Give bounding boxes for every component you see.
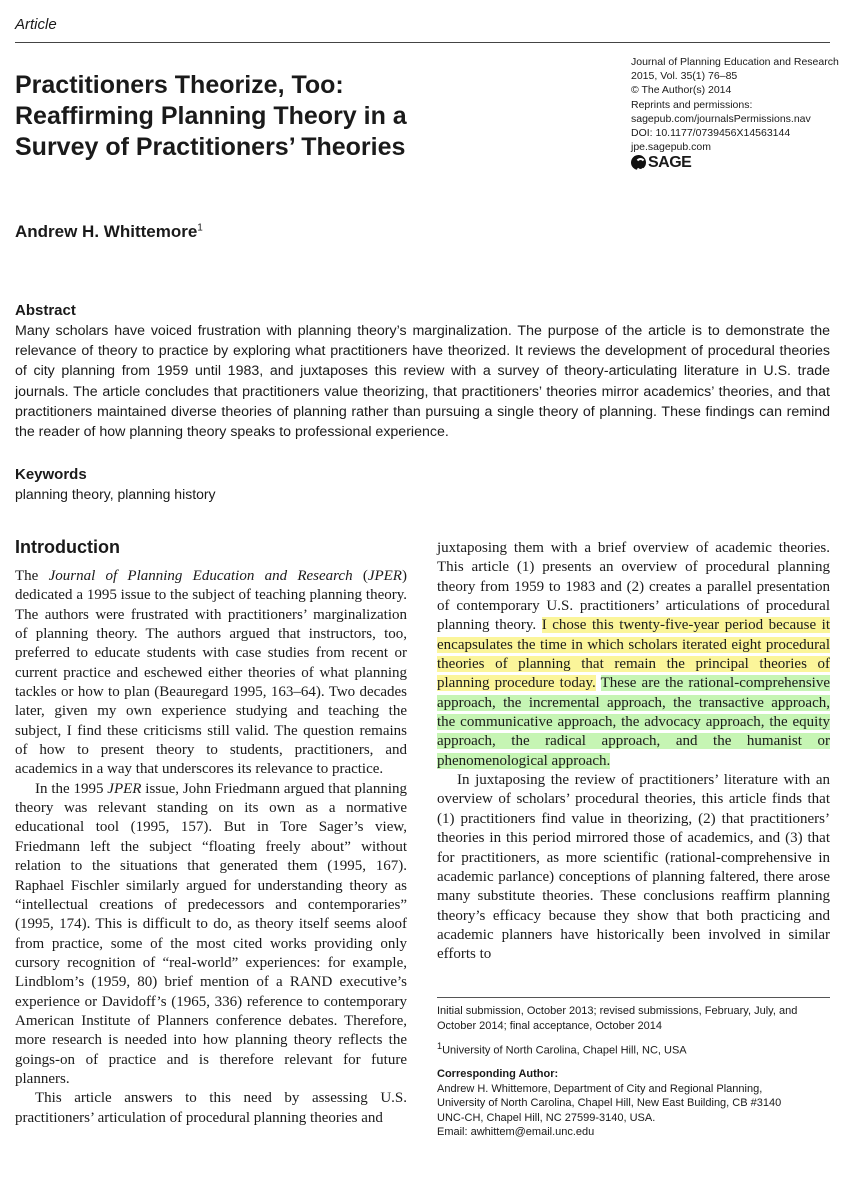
yellow-highlight: I chose this twenty-five-year period because it encapsulates the time in which scholars iterated eight procedural theories of planning that remain the principal theories of planning procedure today. [437,617,830,692]
affiliation-text: University of North Carolina, Chapel Hill, NC, USA [442,1044,687,1057]
corresponding-line-3: UNC-CH, Chapel Hill, NC 27599-3140, USA. [437,1111,656,1124]
journal-info [631,55,839,171]
sage-logo [631,155,836,170]
journal-reprints: Reprints and permissions: [631,98,753,111]
text-run: The [15,568,49,584]
title-line-2: Reaffirming Planning Theory in a [15,102,407,130]
article-type-label: Article [15,16,57,33]
sage-logo-text: SAGE [648,153,692,171]
footnote-rule [437,997,830,998]
journal-site-link[interactable]: jpe.sagepub.com [631,141,711,154]
journal-volume: 2015, Vol. 35(1) 76–85 [631,70,738,83]
journal-reprints-link[interactable]: sagepub.com/journalsPermissions.nav [631,112,811,125]
keywords-heading: Keywords [15,466,87,483]
intro-paragraph-1 [15,567,407,780]
author-line [15,222,203,242]
footnotes [437,1004,832,1140]
intro-paragraph-3: This article answers to this need by assessing U.S. practitioners’ articulation of procedural planning theories and [15,1090,407,1126]
text-run: ) dedicated a 1995 issue to the subject of teaching planning theory. The authors were frustrated with practitioners’ marginalization of planning theory. The authors argued that instructors, too, preferred to educate students with case studies from recent or current practice and eschewed either theories of what planning tackles or how to plan (Beauregard 1995, 163–64). Two decades later, given my own experience studying and teaching the subject, I find these criticisms still valid. The question remains of how to present theory to students, practitioners, and academics in a way that underscores its relevance to practice. [15,568,407,778]
sage-swirl-icon [631,155,646,170]
affiliation-note [437,1039,832,1058]
paper-title [15,70,555,163]
corresponding-email[interactable]: Email: awhittem@email.unc.edu [437,1126,595,1139]
corresponding-author-heading: Corresponding Author: [437,1068,559,1081]
abstract-text: Many scholars have voiced frustration with planning theory’s marginalization. The purpose of the article is to demonstrate the relevance of theory to practice by exploring what practitioners have theorized. It reviews the development of procedural theories of city planning from 1959 until 1983, and juxtaposes this review with a survey of theory-articulating literature in U.S. trade journals. The article concludes that practitioners value theorizing, that practitioners’ theories mirror academics’ theories, and that practitioners maintained diverse theories of planning rather than pursuing a single theory of planning. These findings can remind the reader of how planning theory speaks to professional experience. [15,323,830,441]
journal-abbr-italic: JPER [107,780,142,797]
abstract-heading: Abstract [15,302,76,319]
corresponding-line-1: Andrew H. Whittemore, Department of City and Regional Planning, [437,1082,763,1095]
keywords-text: planning theory, planning history [15,486,216,502]
author-name: Andrew H. Whittemore [15,222,198,241]
body-column-left [15,567,407,1128]
introduction-heading: Introduction [15,537,120,557]
journal-doi[interactable]: DOI: 10.1177/0739456X14563144 [631,127,791,140]
header-rule [15,42,830,43]
text-run: juxtaposing them with a brief overview of academic theories. This article (1) presents an overview of procedural planning theory from 1959 to 1983 and (2) creates a parallel presentation of contemporary U.S. practitioners’ articulations of procedural planning theory. [437,540,830,634]
text-run [596,675,601,691]
title-line-1: Practitioners Theorize, Too: [15,71,344,99]
journal-abbr-italic: JPER [367,568,402,584]
journal-title-italic: Journal of Planning Education and Research [48,568,353,584]
corresponding-line-2: University of North Carolina, Chapel Hill, New East Building, CB #3140 [437,1097,782,1110]
intro-paragraph-2 [15,780,407,1090]
journal-name: Journal of Planning Education and Research [631,56,839,68]
body-column-right [437,539,830,965]
text-run: In the 1995 [35,780,108,797]
green-highlight: These are the rational-comprehensive approach, the incremental approach, the transactive approach, the communicative approach, the advocacy approach, the equity approach, the radical approach, and the humanist or phenomenological approach. [437,675,831,769]
intro-paragraph-3-continued [437,539,830,771]
intro-paragraph-4: In juxtaposing the review of practitioners’ literature with an overview of scholars’ procedural theories, this article finds that (1) practitioners find value in theorizing, (2) that practitioners’ theories in this period mirrored those of academics, and (3) that for practitioners, as more scientific (rational-comprehensive in academic parlance) conceptions of planning faltered, there arose many substitute theories. These conclusions reaffirm planning theory’s efficacy because they show that both practicing and academic planners have historically been involved in similar efforts to [437,772,830,963]
title-line-3: Survey of Practitioners’ Theories [15,133,406,161]
text-run: ( [352,568,368,584]
text-run: issue, John Friedmann argued that planning theory was relevant standing on its own as a normative educational tool (1995, 157). But in Tore Sager’s view, Friedmann left the subject “floating freely about” without relation to the situations that generated them (1995, 167). Raphael Fischler similarly argued for understanding theory as “intellectual creations of predecessors and contemporaries” (1995, 174). This is difficult to do, as theory itself seems aloof from practice, some of the most cited works providing only cursory recognition of “real-world” experiences: for example, Lindblom’s (1959, 80) brief mention of a RAND executive’s experience or Davidoff’s (1965, 336) reference to contemporary American Institute of Planners conference debates. Therefore, more research is needed into how planning theory reflects the goings-on of practice and is therefore relevant for future planners. [15,780,407,1087]
journal-copyright: © The Author(s) 2014 [631,84,732,97]
author-affiliation-marker: 1 [197,222,203,234]
affiliation-marker: 1 [437,1041,443,1051]
submission-history: Initial submission, October 2013; revised submissions, February, July, and October 2014; final acceptance, October 2014 [437,1005,798,1032]
